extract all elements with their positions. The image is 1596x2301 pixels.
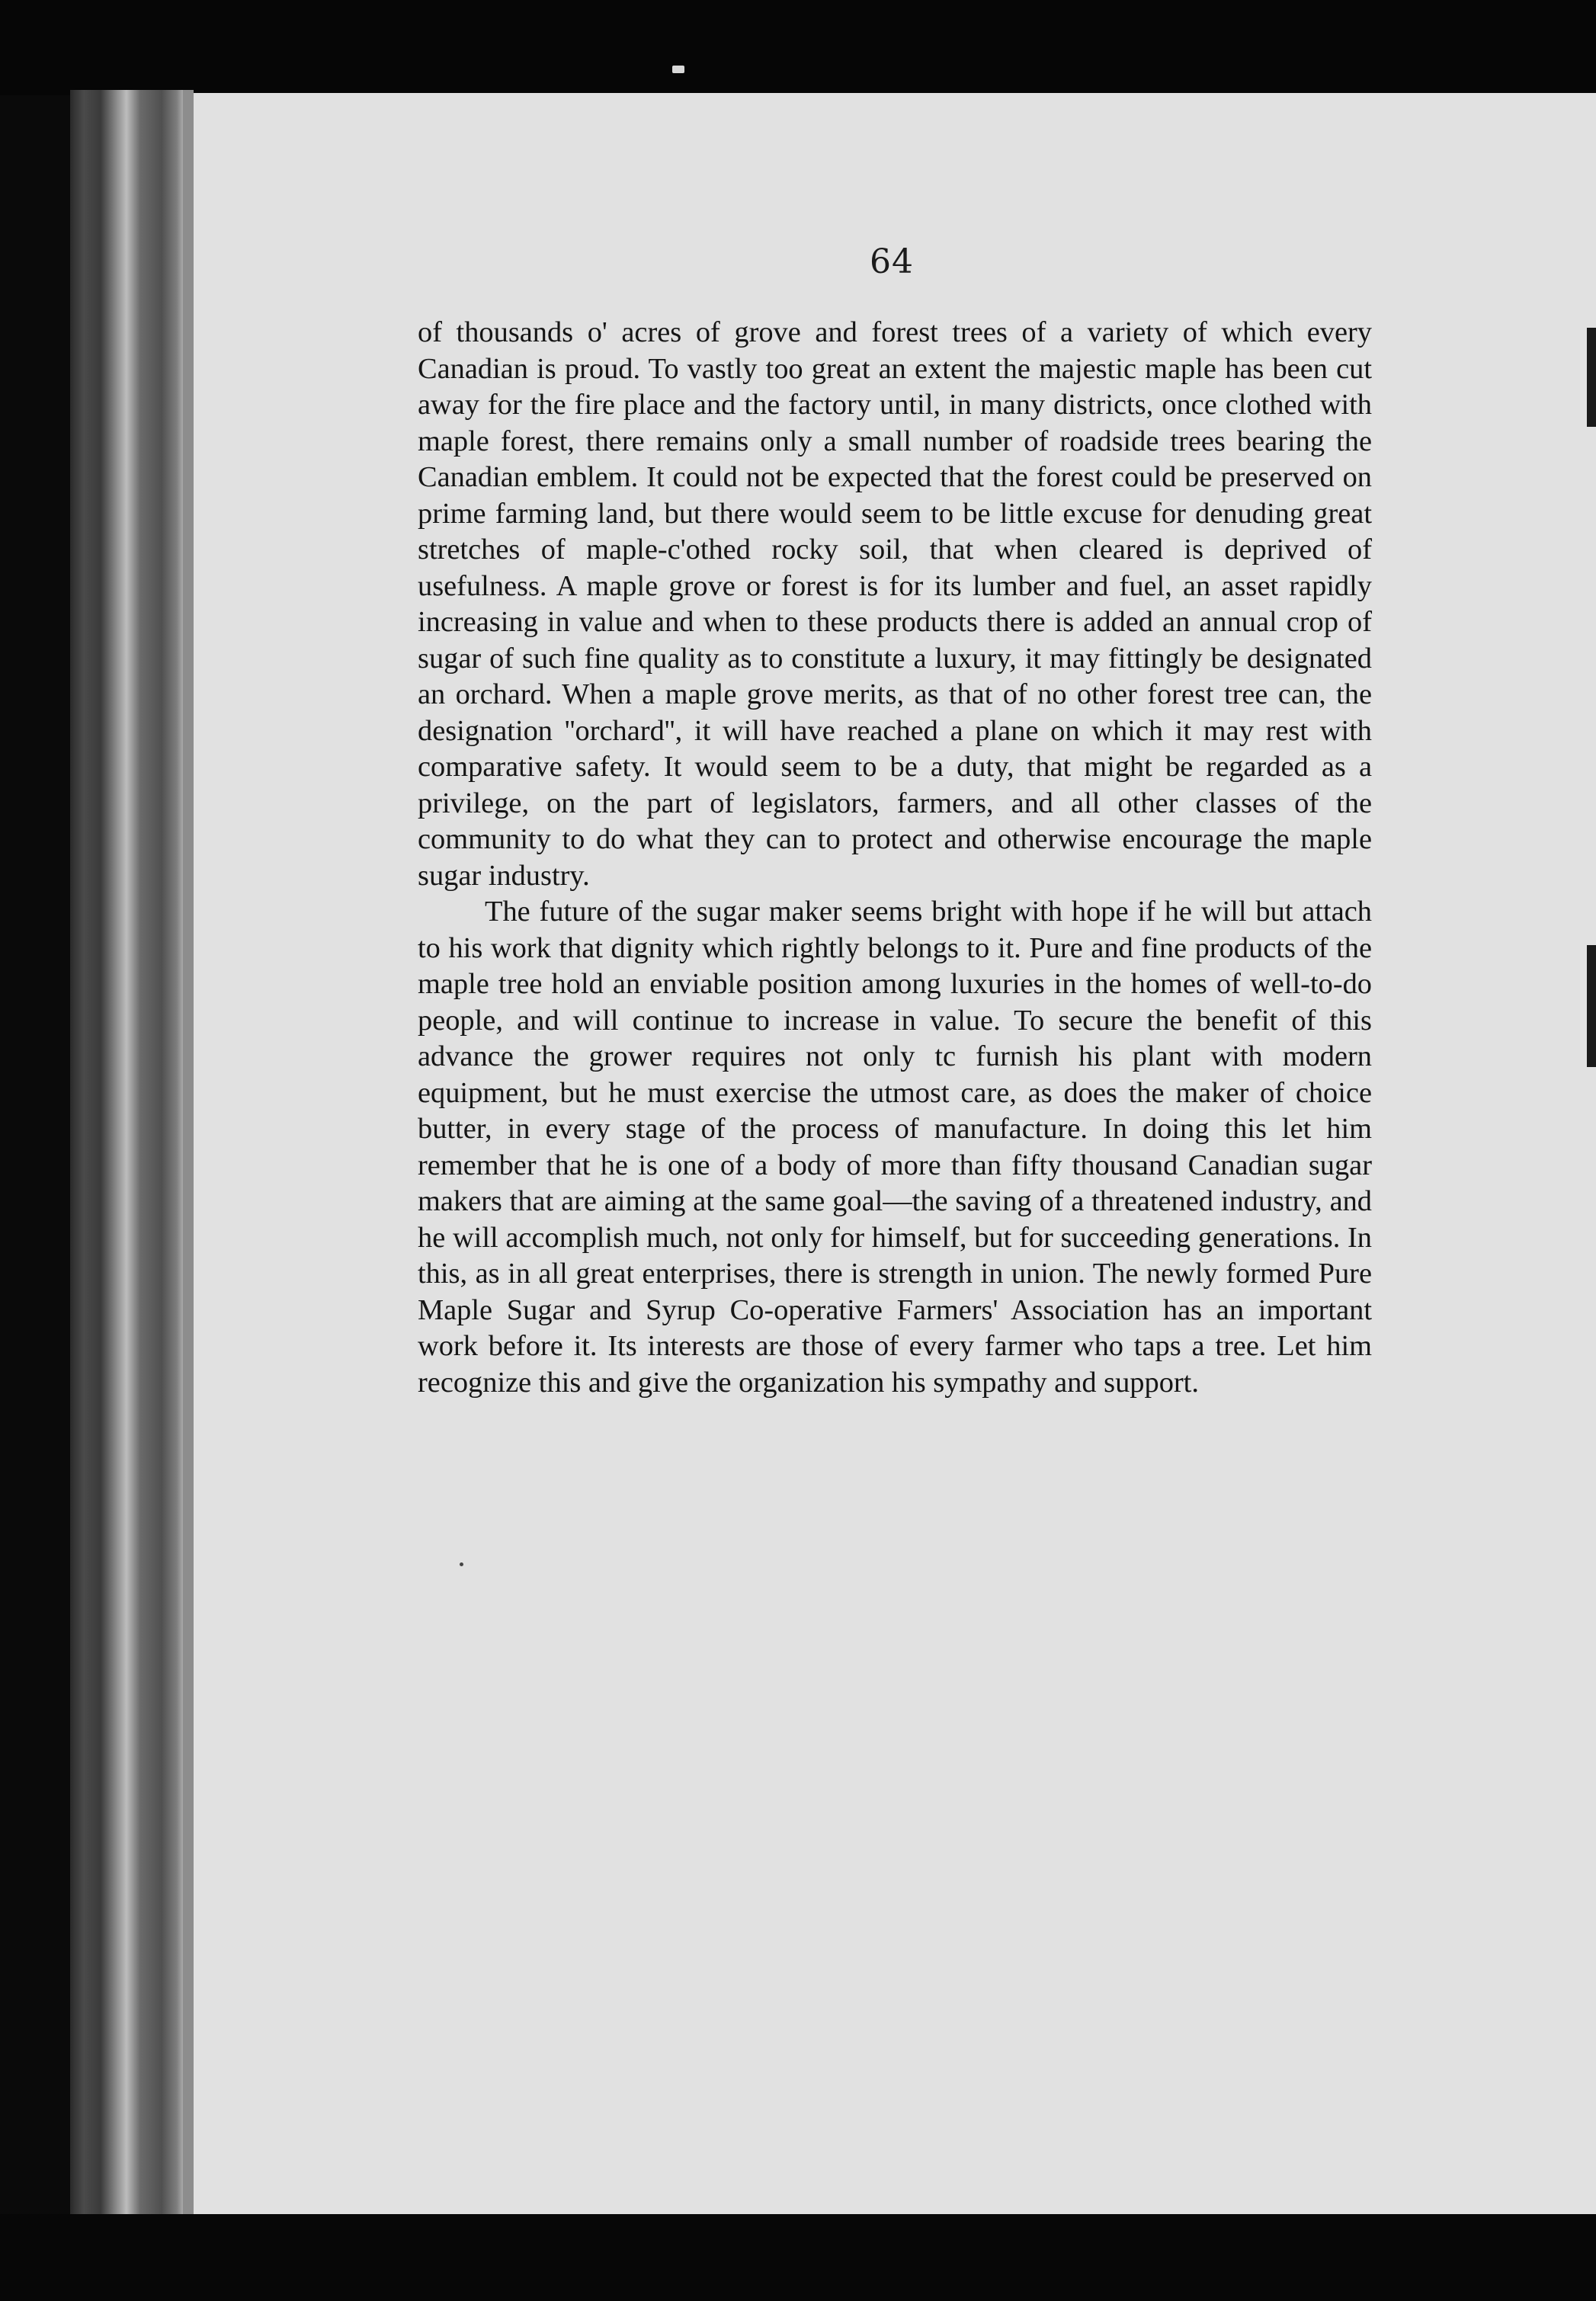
- page-number: 64: [870, 242, 914, 281]
- scan-speck-mark: [672, 66, 684, 73]
- binding-edge: [183, 90, 194, 2216]
- page-body-text: [418, 315, 1372, 1401]
- paragraph-1: of thousands o' acres of grove and forest trees of a variety of which every Canadian is proud. To vastly too great an extent the majestic maple has been cut away for the fire place and the factory until, in many districts, once clothed with maple forest, there remains only a small number of roadside trees bearing the Canadian emblem. It could not be expected that the forest could be preserved on prime farming land, but there would seem to be little excuse for denuding great stretches of maple-c'othed rocky soil, that when cleared is deprived of usefulness. A maple grove or forest is for its lumber and fuel, an asset rapidly increasing in value and when to these products there is added an annual crop of sugar of such fine quality as to constitute a luxury, it may fittingly be designated an orchard. When a maple grove merits, as that of no other forest tree can, the designation ''orchard'', it will have reached a plane on which it may rest with comparative safety. It would seem to be a duty, that might be regarded as a privilege, on the part of legislators, farmers, and all other classes of the community to do what they can to protect and otherwise encourage the maple sugar industry.: [418, 316, 1372, 892]
- stray-dot-mark: [460, 1562, 463, 1566]
- scan-bottom-border: [0, 2214, 1596, 2301]
- facing-page-fragment: [1587, 328, 1596, 427]
- book-binding-strip: [70, 90, 188, 2216]
- scan-top-border: [0, 0, 1596, 95]
- facing-page-fragment: [1587, 945, 1596, 1067]
- paragraph-2: The future of the sugar maker seems bright with hope if he will but attach to his work that dignity which rightly belongs to it. Pure and fine products of the maple tree hold an enviable position among luxuries in the homes of well-to-do people, and will continue to increase in value. To secure the benefit of this advance the grower requires not only tc furnish his plant with modern equipment, but he must exercise the utmost care, as does the maker of choice butter, in every stage of the process of manufacture. In doing this let him remember that he is one of a body of more than fifty thousand Canadian sugar makers that are aiming at the same goal—the saving of a threatened industry, and he will accomplish much, not only for himself, but for succeeding generations. In this, as in all great enterprises, there is strength in union. The newly formed Pure Maple Sugar and Syrup Co-operative Farmers' Association has an important work before it. Its interests are those of every farmer who taps a tree. Let him recognize this and give the organization his sympathy and support.: [418, 896, 1372, 1399]
